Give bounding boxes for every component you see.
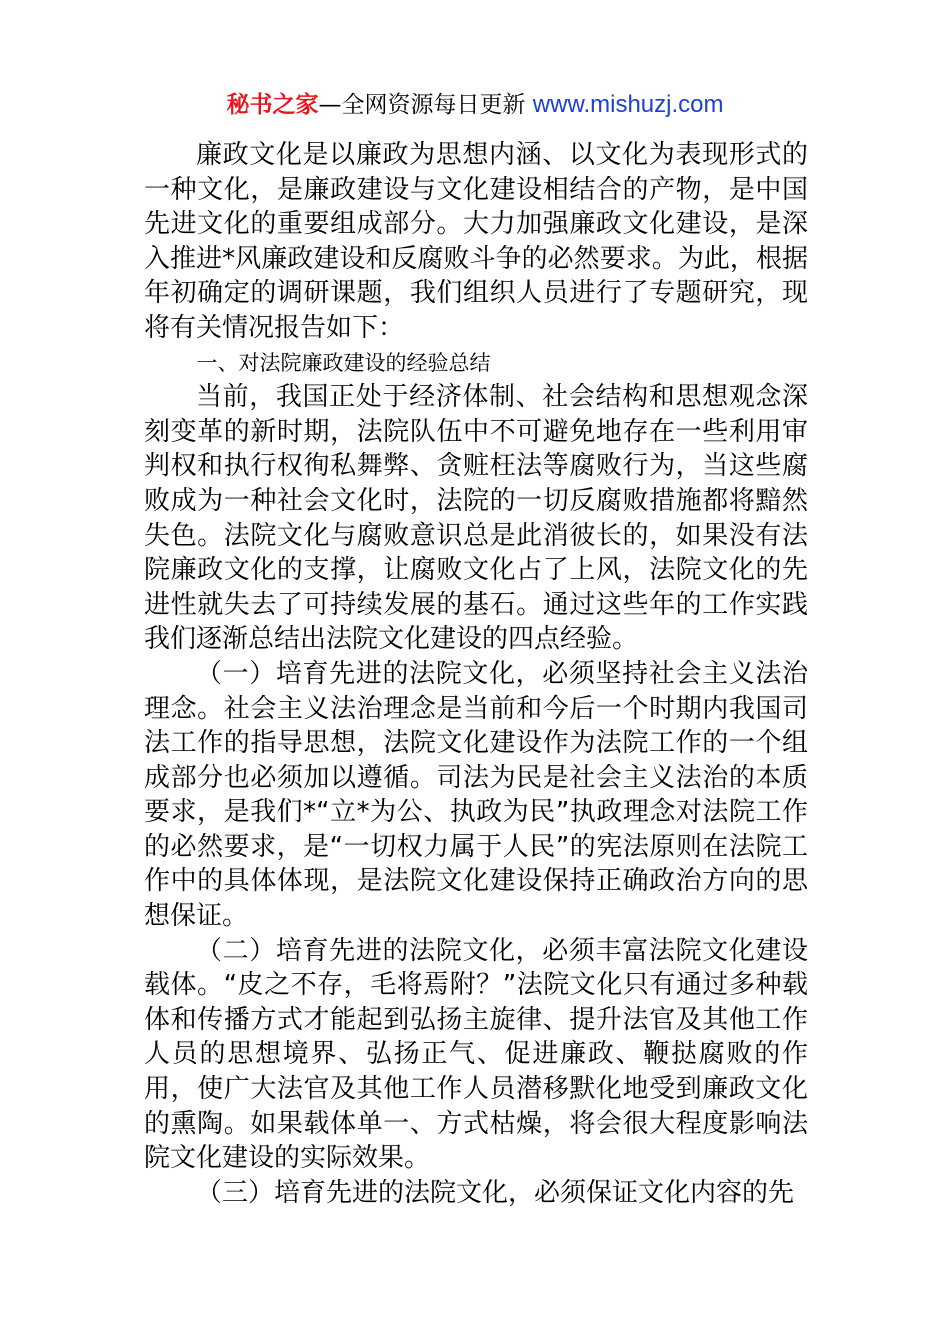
body-paragraph: （二）培育先进的法院文化，必须丰富法院文化建设载体。“皮之不存，毛将焉附？”法院文化只有通过多种载体和传播方式才能起到弘扬主旋律、提升法官及其他工作人员的思想境界、弘扬正气、促进廉政、鞭挞腐败的作用，使广大法官及其他工作人员潜移默化地受到廉政文化的熏陶。如果载体单一、方式枯燥，将会很大程度影响法院文化建设的实际效果。: [144, 935, 808, 1174]
brand-name: 秘书之家: [226, 92, 319, 118]
header-tagline: —全网资源每日更新: [318, 92, 526, 118]
site-url-link[interactable]: www.mishuzj.com: [532, 91, 724, 118]
document-body: [144, 138, 808, 1210]
intro-paragraph: 廉政文化是以廉政为思想内涵、以文化为表现形式的一种文化，是廉政建设与文化建设相结合的产物，是中国先进文化的重要组成部分。大力加强廉政文化建设，是深入推进*风廉政建设和反腐败斗争的必然要求。为此，根据年初确定的调研课题，我们组织人员进行了专题研究，现将有关情况报告如下：: [144, 140, 808, 343]
body-paragraph: 当前，我国正处于经济体制、社会结构和思想观念深刻变革的新时期，法院队伍中不可避免地存在一些利用审判权和执行权徇私舞弊、贪赃枉法等腐败行为，当这些腐败成为一种社会文化时，法院的一切反腐败措施都将黯然失色。法院文化与腐败意识总是此消彼长的，如果没有法院廉政文化的支撑，让腐败文化占了上风，法院文化的先进性就失去了可持续发展的基石。通过这些年的工作实践我们逐渐总结出法院文化建设的四点经验。: [144, 382, 808, 655]
section-heading: 一、对法院廉政建设的经验总结: [196, 350, 491, 375]
body-paragraph: （三）培育先进的法院文化，必须保证文化内容的先: [196, 1177, 795, 1208]
site-header: [0, 88, 950, 122]
body-paragraph: （一）培育先进的法院文化，必须坚持社会主义法治理念。社会主义法治理念是当前和今后一个时期内我国司法工作的指导思想，法院文化建设作为法院工作的一个组成部分也必须加以遵循。司法为民是社会主义法治的本质要求，是我们*“立*为公、执政为民”执政理念对法院工作的必然要求，是“一切权力属于人民”的宪法原则在法院工作中的具体体现，是法院文化建设保持正确政治方向的思想保证。: [144, 658, 808, 932]
